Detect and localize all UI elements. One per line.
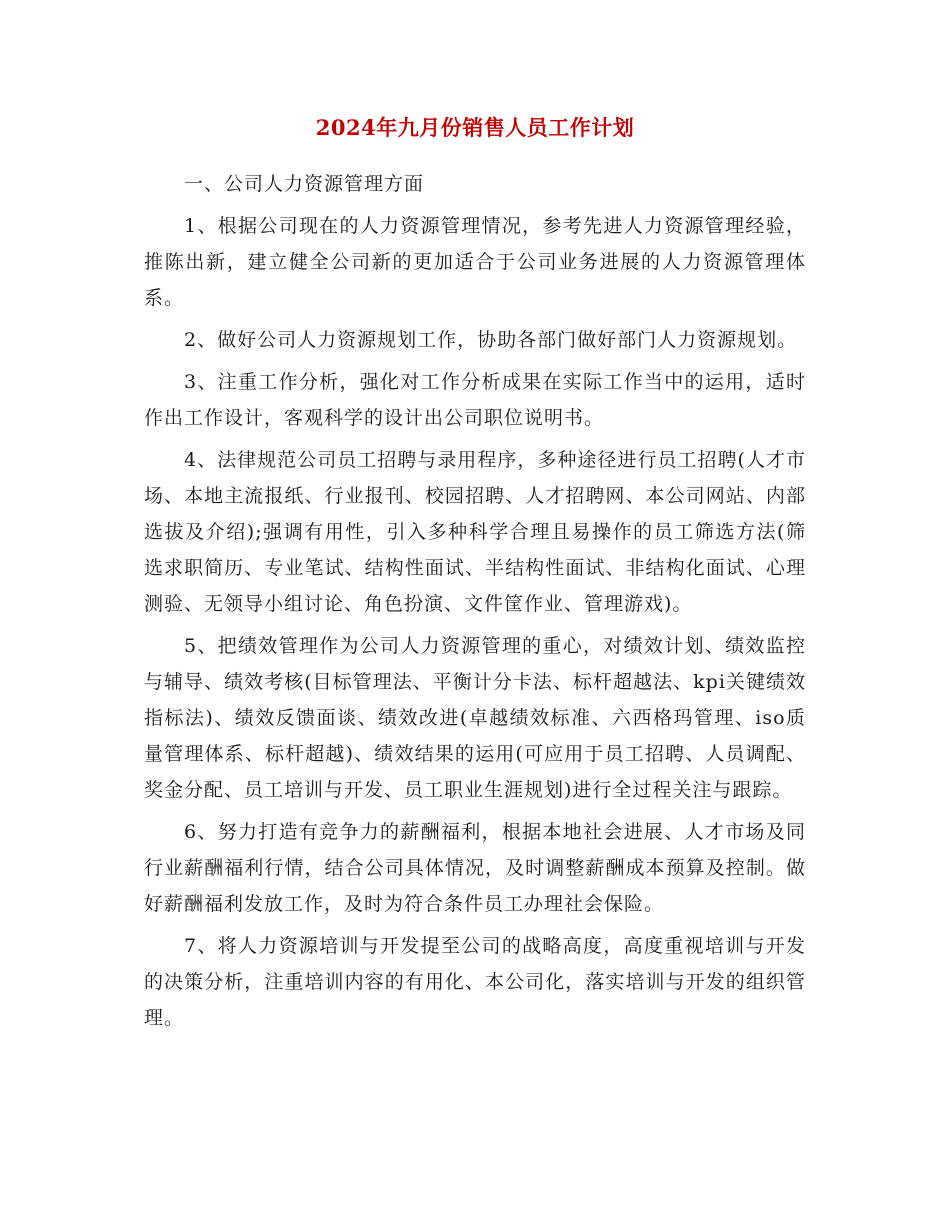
paragraph-3: 3、注重工作分析，强化对工作分析成果在实际工作当中的运用，适时作出工作设计，客观科学的设计出公司职位说明书。 [144,371,806,429]
section-heading: 一、公司人力资源管理方面 [184,173,425,195]
paragraph-5: 5、把绩效管理作为公司人力资源管理的重心，对绩效计划、绩效监控与辅导、绩效考核(目标管理法、平衡计分卡法、标杆超越法、kpi关键绩效指标法)、绩效反馈面谈、绩效改进(卓越绩效标准、六西格玛管理、iso质量管理体系、标杆超越)、绩效结果的运用(可应用于员工招聘、人员调配、奖金分配、员工培训与开发、员工职业生涯规划)进行全过程关注与跟踪。 [144,635,806,801]
document-page [144,112,806,1042]
paragraph-6: 6、努力打造有竞争力的薪酬福利，根据本地社会进展、人才市场及同行业薪酬福利行情，结合公司具体情况，及时调整薪酬成本预算及控制。做好薪酬福利发放工作，及时为符合条件员工办理社会保险。 [144,821,806,915]
paragraph-2: 2、做好公司人力资源规划工作，协助各部门做好部门人力资源规划。 [184,329,798,351]
paragraph-1: 1、根据公司现在的人力资源管理情况，参考先进人力资源管理经验，推陈出新，建立健全公司新的更加适合于公司业务进展的人力资源管理体系。 [144,215,806,309]
paragraph-4: 4、法律规范公司员工招聘与录用程序，多种途径进行员工招聘(人才市场、本地主流报纸、行业报刊、校园招聘、人才招聘网、本公司网站、内部选拔及介绍);强调有用性，引入多种科学合理且易操作的员工筛选方法(筛选求职简历、专业笔试、结构性面试、半结构性面试、非结构化面试、心理测验、无领导小组讨论、角色扮演、文件筐作业、管理游戏)。 [144,449,806,615]
paragraph-7: 7、将人力资源培训与开发提至公司的战略高度，高度重视培训与开发的决策分析，注重培训内容的有用化、本公司化，落实培训与开发的组织管理。 [144,935,806,1029]
document-title: 2024年九月份销售人员工作计划 [315,115,635,140]
